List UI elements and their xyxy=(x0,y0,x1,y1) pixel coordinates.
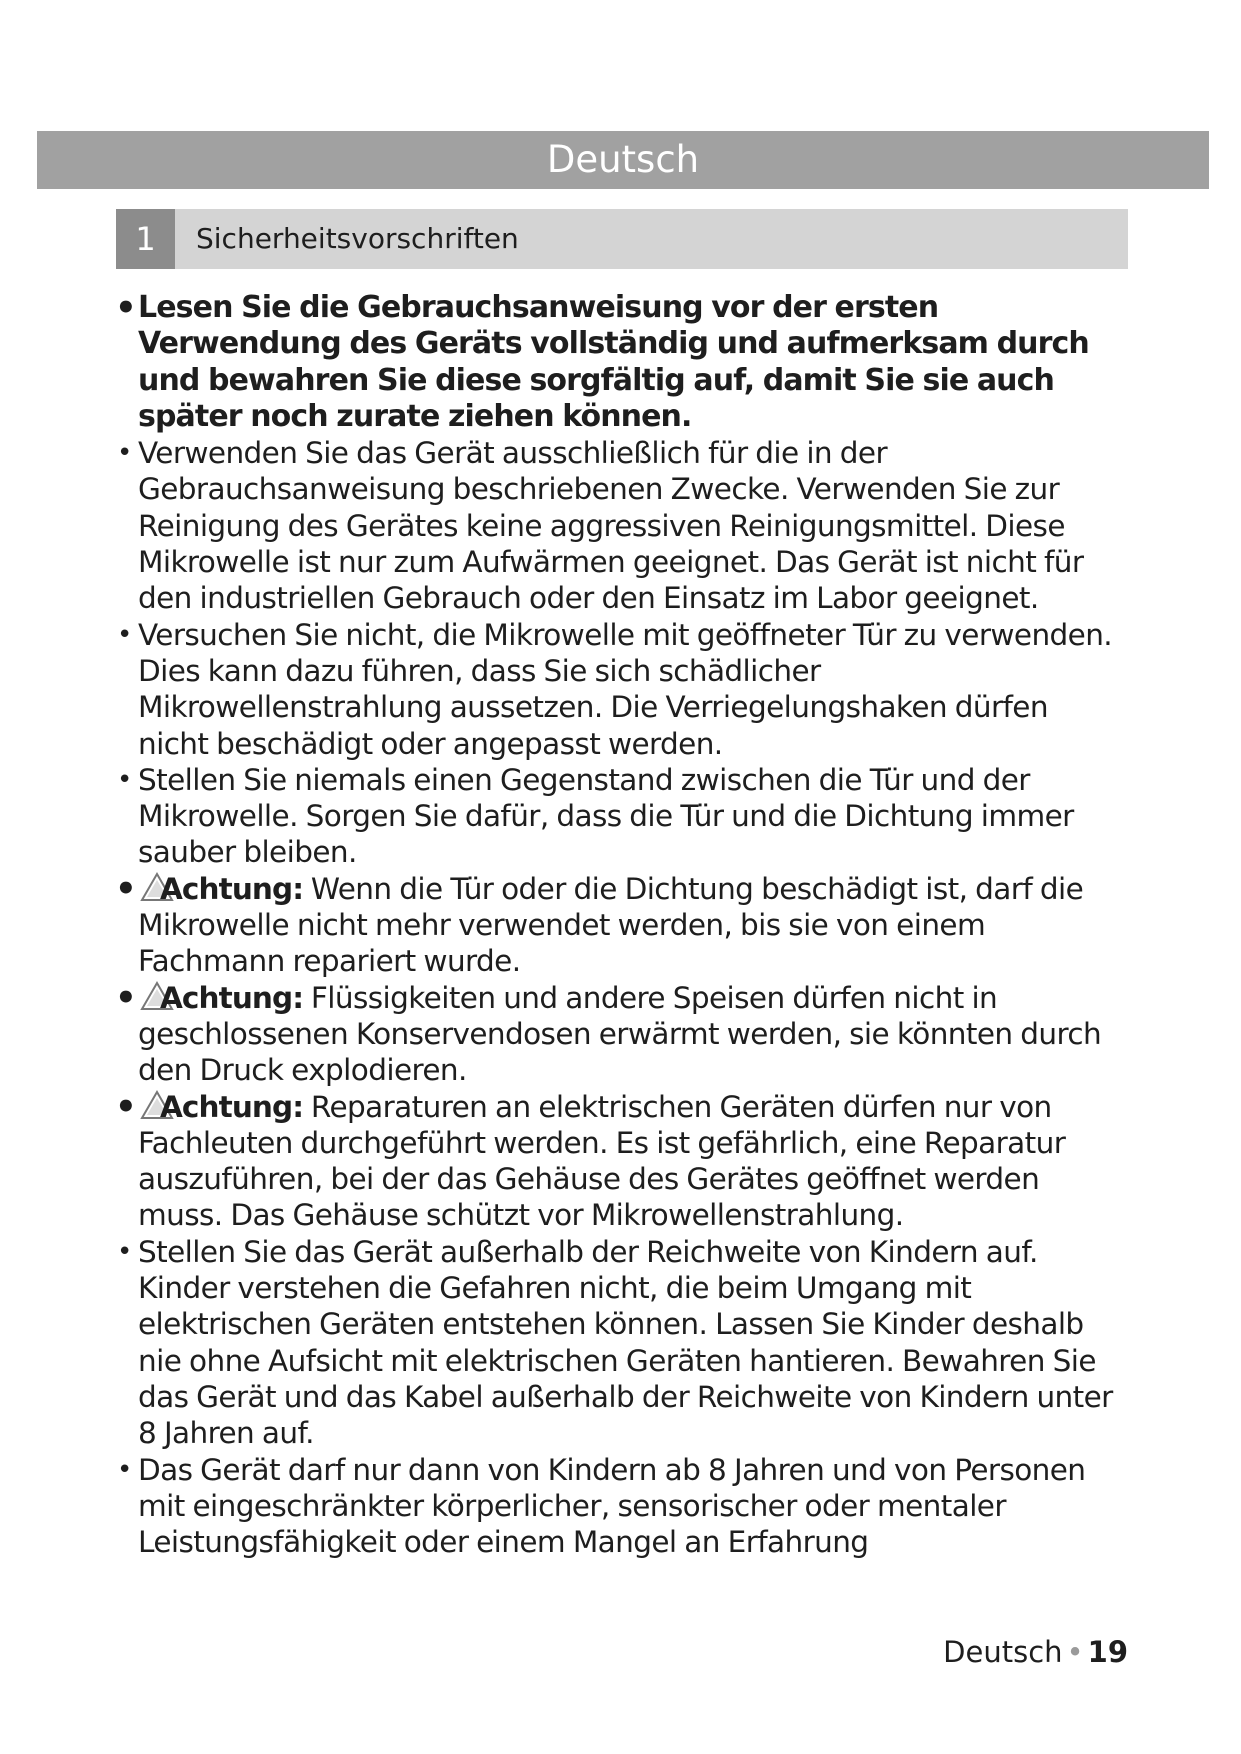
bullet-marker: • xyxy=(115,977,137,1018)
warning-label: Achtung: xyxy=(160,980,304,1015)
list-item-text: Flüssigkeiten und andere Speisen dürfen nicht in geschlossenen Konservendosen erwärmt werden, sie könnten durch den Druck explodieren. xyxy=(138,980,1102,1088)
list-item-text: Lesen Sie die Gebrauchsanweisung vor der ersten Verwendung des Geräts vollständig und aufmerksam durch und bewahren Sie diese sorgfältig auf, damit Sie sie auch später noch zurate ziehen können. xyxy=(138,290,1089,434)
list-item-text: Das Gerät darf nur dann von Kindern ab 8 Jahren und von Personen mit eingeschränkter körperlicher, sensorischer oder mentaler Leistungsfähigkeit oder einem Mangel an Erfahrung xyxy=(138,1452,1086,1560)
list-item-warning xyxy=(115,977,1117,1089)
warning-label: Achtung: xyxy=(160,1089,304,1124)
footer-separator: • xyxy=(1066,1635,1084,1669)
safety-instructions-list xyxy=(117,290,1117,1560)
list-item-text: Stellen Sie niemals einen Gegenstand zwischen die Tür und der Mikrowelle. Sorgen Sie dafür, dass die Tür und die Dichtung immer sauber bleiben. xyxy=(138,762,1074,870)
list-item xyxy=(117,762,1117,871)
bullet-marker: • xyxy=(115,868,137,909)
list-item xyxy=(117,290,1117,435)
bullet-marker: • xyxy=(117,438,132,469)
section-title: Sicherheitsvorschriften xyxy=(196,222,519,255)
list-item-text: Stellen Sie das Gerät außerhalb der Reichweite von Kindern auf. Kinder verstehen die Gefahren nicht, die beim Umgang mit elektrischen Geräten entstehen können. Lassen Sie Kinder deshalb nie ohne Aufsicht mit elektrischen Geräten hantieren. Bewahren Sie das Gerät und das Kabel außerhalb der Reichweite von Kindern unter 8 Jahren auf. xyxy=(138,1234,1113,1451)
language-banner xyxy=(37,131,1209,189)
section-header xyxy=(116,209,1128,269)
list-item xyxy=(117,617,1117,762)
list-item-text: Wenn die Tür oder die Dichtung beschädigt ist, darf die Mikrowelle nicht mehr verwendet werden, bis sie von einem Fachmann repariert wurde. xyxy=(138,871,1084,979)
language-banner-label: Deutsch xyxy=(546,138,700,181)
section-number: 1 xyxy=(116,209,175,269)
bullet-marker: • xyxy=(117,619,132,650)
bullet-marker: • xyxy=(115,1086,137,1127)
warning-label: Achtung: xyxy=(160,871,304,906)
bullet-marker: • xyxy=(117,1454,132,1485)
list-item-text: Versuchen Sie nicht, die Mikrowelle mit geöffneter Tür zu verwenden. Dies kann dazu führen, dass Sie sich schädlicher Mikrowellenstrahlung aussetzen. Die Verriegelungshaken dürfen nicht beschädigt oder angepasst werden. xyxy=(138,617,1113,761)
list-item-text: Reparaturen an elektrischen Geräten dürfen nur von Fachleuten durchgeführt werden. Es ist gefährlich, eine Reparatur auszuführen, bei der das Gehäuse des Gerätes geöffnet werden muss. Das Gehäuse schützt vor Mikrowellenstrahlung. xyxy=(138,1089,1066,1233)
page-number: 19 xyxy=(1087,1635,1128,1669)
list-item xyxy=(117,435,1117,616)
list-item-text: Verwenden Sie das Gerät ausschließlich für die in der Gebrauchsanweisung beschriebenen Zwecke. Verwenden Sie zur Reinigung des Gerätes keine aggressiven Reinigungsmittel. Diese Mikrowelle ist nur zum Aufwärmen geeignet. Das Gerät ist nicht für den industriellen Gebrauch oder den Einsatz im Labor geeignet. xyxy=(138,436,1084,616)
list-item-warning xyxy=(115,1086,1117,1234)
list-item-warning xyxy=(115,868,1117,980)
bullet-marker: • xyxy=(115,288,136,328)
bullet-marker: • xyxy=(117,1236,132,1267)
bullet-marker: • xyxy=(117,764,132,795)
list-item xyxy=(117,1452,1117,1561)
footer-language: Deutsch xyxy=(943,1635,1063,1669)
list-item xyxy=(117,1234,1117,1452)
page-footer xyxy=(943,1632,1128,1672)
